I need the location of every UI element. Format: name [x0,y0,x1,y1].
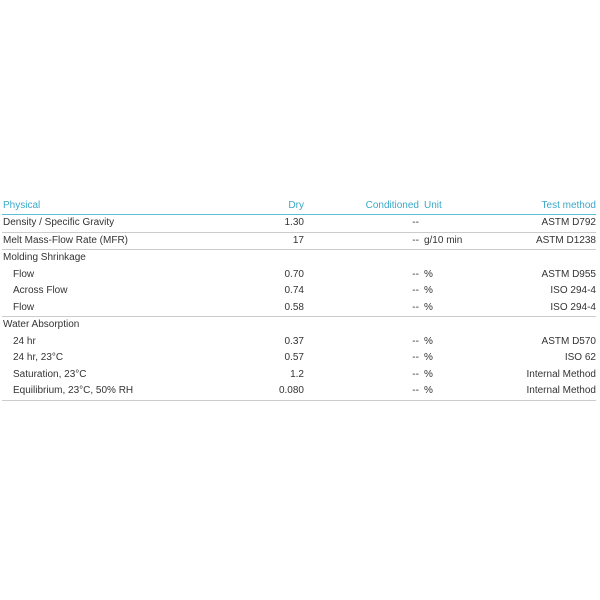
cell-unit: % [419,383,489,400]
cell-conditioned [304,250,419,267]
cell-property: Equilibrium, 23°C, 50% RH [2,383,204,400]
cell-method: ASTM D792 [489,215,596,233]
cell-method: ISO 294-4 [489,300,596,317]
cell-dry [204,317,304,334]
cell-method: Internal Method [489,383,596,400]
cell-dry: 0.37 [284,335,304,347]
cell-property: Water Absorption [3,319,80,331]
cell-unit: % [423,268,433,280]
table-row [2,250,596,267]
cell-conditioned [304,317,419,334]
table-row [2,317,596,334]
cell-unit: % [423,352,433,364]
cell-method: ISO 294-4 [550,285,596,297]
table-row [2,367,596,384]
header-conditioned: Conditioned [304,198,419,215]
header-unit: Unit [419,198,489,215]
cell-dry: 0.74 [284,285,304,297]
cell-conditioned: -- [412,368,419,380]
cell-property: Density / Specific Gravity [2,215,204,233]
cell-dry: 17 [204,232,304,250]
cell-unit [419,215,489,233]
cell-dry: 1.2 [290,368,304,380]
cell-property: Across Flow [13,285,68,297]
cell-dry [204,250,304,267]
cell-unit: g/10 min [419,232,489,250]
cell-method: Internal Method [526,368,596,380]
cell-conditioned: -- [304,383,419,400]
cell-dry: 0.57 [284,352,304,364]
cell-property: Molding Shrinkage [3,252,86,264]
table-header [2,198,596,215]
header-physical: Physical [2,198,204,215]
cell-property: 24 hr [13,335,36,347]
cell-method: ASTM D955 [541,268,596,280]
physical-properties-table [2,198,596,401]
cell-conditioned: -- [412,268,419,280]
cell-dry: 0.080 [204,383,304,400]
cell-method: ISO 62 [564,352,596,364]
cell-conditioned: -- [304,300,419,317]
cell-dry: 0.70 [284,268,304,280]
table-row [2,334,596,351]
cell-unit [419,250,489,267]
cell-property: Melt Mass-Flow Rate (MFR) [2,232,204,250]
cell-method: ASTM D570 [541,335,596,347]
cell-unit [419,317,489,334]
table-row [2,267,596,284]
header-dry: Dry [204,198,304,215]
cell-unit: % [419,300,489,317]
cell-property: Saturation, 23°C [13,368,87,380]
cell-dry: 1.30 [204,215,304,233]
cell-property: 24 hr, 23°C [13,352,64,364]
cell-method [489,317,596,334]
cell-property: Flow [2,300,204,317]
table-row [2,283,596,300]
table-row [2,350,596,367]
cell-conditioned: -- [412,285,419,297]
cell-conditioned: -- [412,335,419,347]
cell-method [489,250,596,267]
header-test-method: Test method [489,198,596,215]
cell-dry: 0.58 [204,300,304,317]
cell-unit: % [423,285,433,297]
cell-method: ASTM D1238 [489,232,596,250]
cell-conditioned: -- [304,232,419,250]
cell-unit: % [423,335,433,347]
cell-property: Flow [13,268,35,280]
cell-conditioned: -- [412,352,419,364]
table-row [2,232,596,250]
table-row [2,383,596,400]
cell-conditioned: -- [304,215,419,233]
table-row [2,300,596,317]
table-row [2,215,596,233]
cell-unit: % [423,368,433,380]
